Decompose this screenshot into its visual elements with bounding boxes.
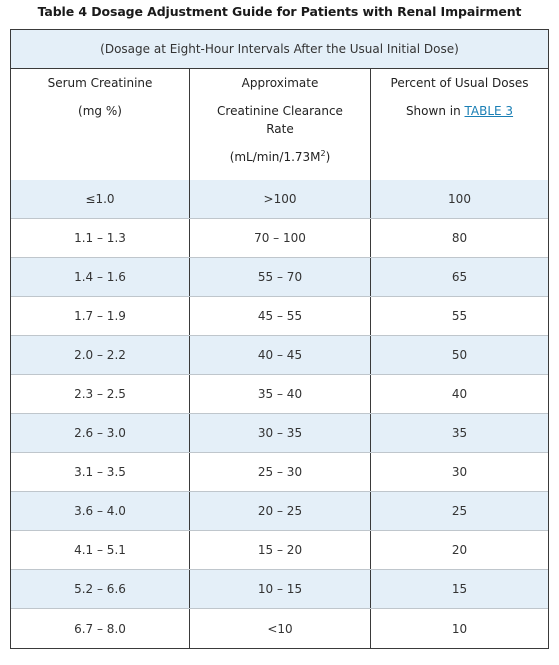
table-subtitle: (Dosage at Eight-Hour Intervals After the Usual Initial Dose) xyxy=(11,30,548,69)
cell-serum-creatinine: 1.7 – 1.9 xyxy=(11,297,190,335)
cell-clearance-rate: 55 – 70 xyxy=(190,258,371,296)
cell-clearance-rate: 30 – 35 xyxy=(190,414,371,452)
table-row xyxy=(11,570,548,609)
cell-percent-dose: 55 xyxy=(451,309,468,323)
cell-serum-creatinine: 3.6 – 4.0 xyxy=(11,492,190,530)
cell-clearance-rate: 45 – 55 xyxy=(190,297,371,335)
cell-clearance-rate: 35 – 40 xyxy=(190,375,371,413)
table-row xyxy=(11,336,548,375)
cell-clearance-rate: 70 – 100 xyxy=(190,219,371,257)
header-serum-creatinine xyxy=(11,68,190,180)
cell-serum-creatinine: 3.1 – 3.5 xyxy=(11,453,190,491)
header-label: Creatinine Clearance xyxy=(217,104,343,118)
table-caption: Table 4 Dosage Adjustment Guide for Patients with Renal Impairment xyxy=(37,4,522,19)
table-row xyxy=(11,258,548,297)
header-label: Approximate xyxy=(241,76,319,90)
cell-serum-creatinine: 2.6 – 3.0 xyxy=(11,414,190,452)
cell-percent-dose: 40 xyxy=(451,387,468,401)
cell-clearance-rate: 40 – 45 xyxy=(190,336,371,374)
cell-clearance-rate: <10 xyxy=(190,609,371,648)
table-row xyxy=(11,609,548,648)
cell-percent-dose: 10 xyxy=(451,621,468,636)
header-unit: $(mL/\min/1.73M^2)$ xyxy=(229,149,331,164)
table-row xyxy=(11,453,548,492)
header-label: Percent of Usual Doses xyxy=(390,76,529,90)
header-unit: (mg %) xyxy=(78,104,122,118)
cell-percent-dose: 65 xyxy=(451,270,468,284)
cell-clearance-rate: 20 – 25 xyxy=(190,492,371,530)
cell-clearance-rate: 15 – 20 xyxy=(190,531,371,569)
table-row xyxy=(11,297,548,336)
header-label: Rate xyxy=(266,122,294,136)
table-body xyxy=(11,180,548,648)
table-3-link[interactable]: TABLE 3 xyxy=(464,104,514,118)
table-header-row xyxy=(11,68,548,181)
cell-serum-creatinine: ≤1.0 xyxy=(11,180,190,218)
table-row xyxy=(11,375,548,414)
table-row xyxy=(11,414,548,453)
cell-serum-creatinine: 4.1 – 5.1 xyxy=(11,531,190,569)
cell-clearance-rate: >100 xyxy=(190,180,371,218)
cell-serum-creatinine: 1.1 – 1.3 xyxy=(11,219,190,257)
cell-serum-creatinine: 6.7 – 8.0 xyxy=(11,609,190,648)
cell-percent-dose: 35 xyxy=(451,426,468,440)
cell-serum-creatinine: 2.0 – 2.2 xyxy=(11,336,190,374)
cell-serum-creatinine: 5.2 – 6.6 xyxy=(11,570,190,608)
table-row xyxy=(11,492,548,531)
cell-percent-dose: 25 xyxy=(451,504,468,518)
cell-clearance-rate: 10 – 15 xyxy=(190,570,371,608)
cell-clearance-rate: 25 – 30 xyxy=(190,453,371,491)
header-percent-usual-doses xyxy=(371,68,548,180)
table-row xyxy=(11,531,548,570)
cell-serum-creatinine: 1.4 – 1.6 xyxy=(11,258,190,296)
cell-percent-dose: 30 xyxy=(451,465,468,479)
table-row xyxy=(11,180,548,219)
cell-percent-dose: 100 xyxy=(448,192,471,206)
header-reference: Shown in TABLE 3 xyxy=(405,104,514,118)
cell-serum-creatinine: 2.3 – 2.5 xyxy=(11,375,190,413)
dosage-table xyxy=(10,29,549,649)
cell-percent-dose: 20 xyxy=(451,543,468,557)
cell-percent-dose: 15 xyxy=(451,582,468,596)
table-row xyxy=(11,219,548,258)
cell-percent-dose: 80 xyxy=(451,231,468,245)
header-label: Serum Creatinine xyxy=(47,76,153,90)
cell-percent-dose: 50 xyxy=(451,348,468,362)
header-creatinine-clearance xyxy=(190,68,371,180)
